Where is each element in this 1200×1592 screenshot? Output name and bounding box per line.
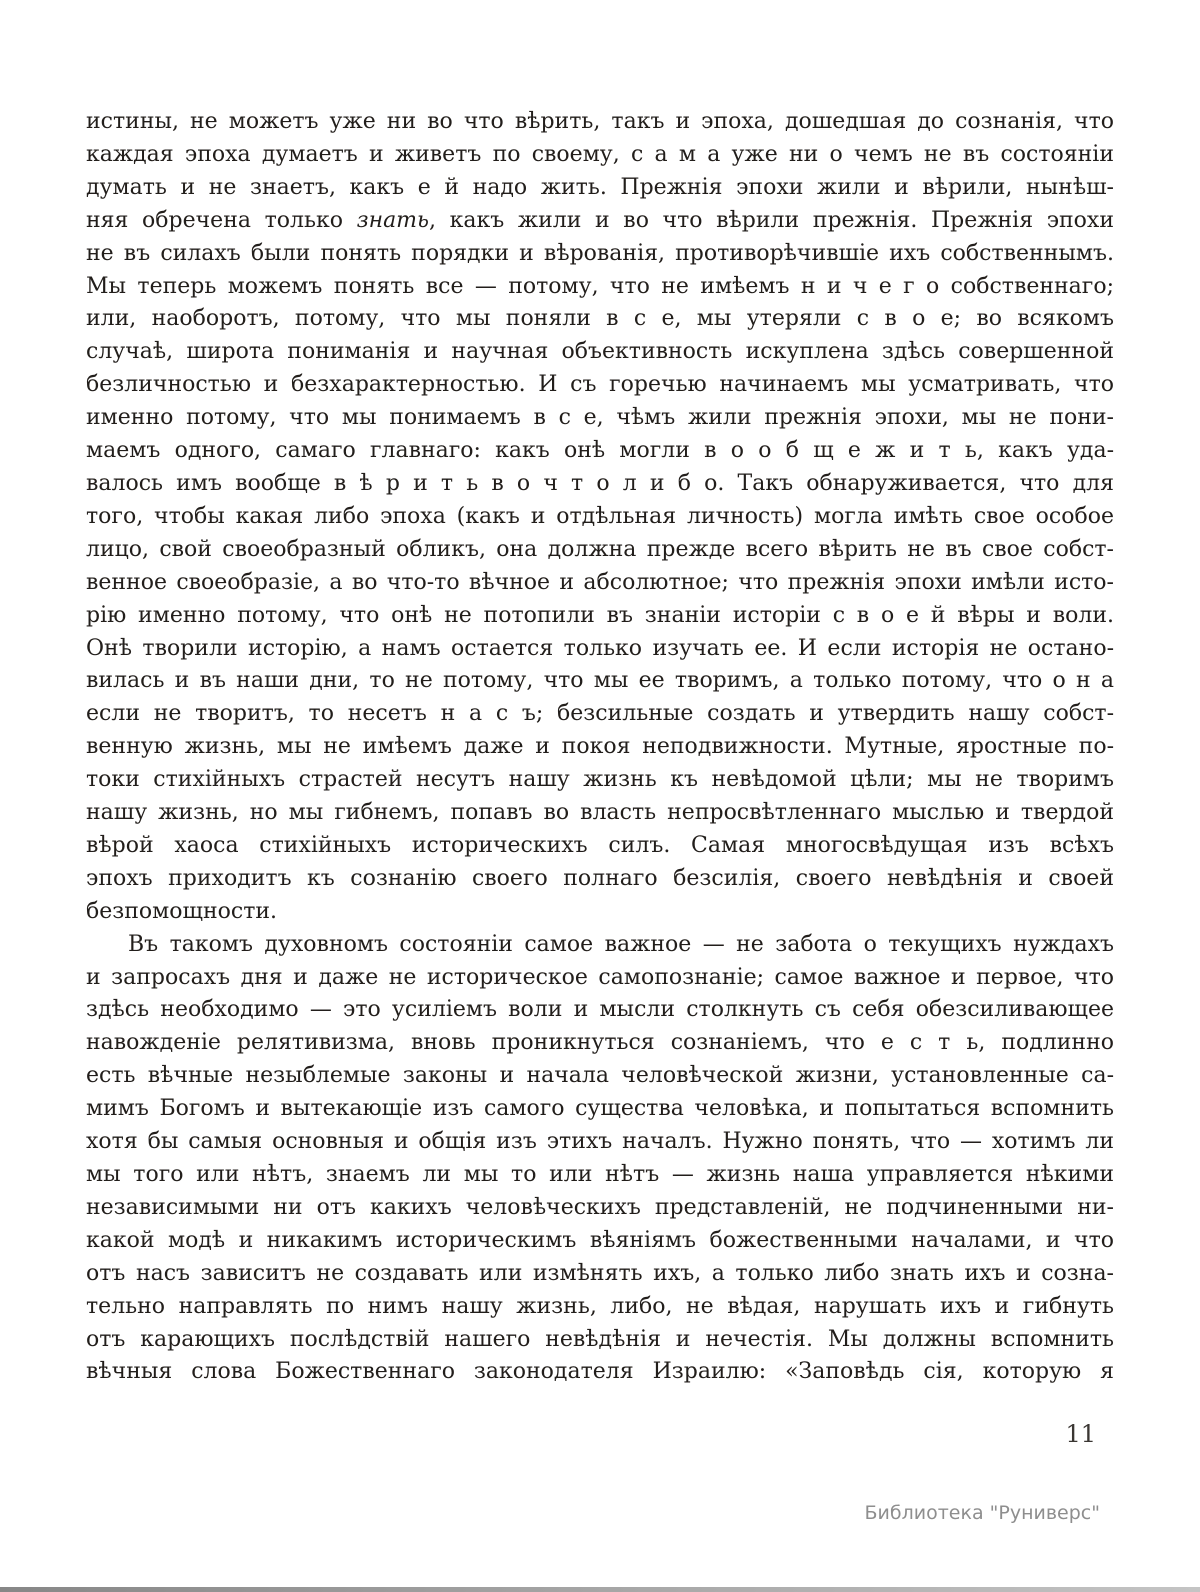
text-line: отъ карающихъ послѣдствій нашего невѣдѣнія и нечестія. Мы должны вспомнить: [86, 1326, 1114, 1352]
text-line: мимъ Богомъ и вытекающіе изъ самого существа человѣка, и попытаться вспомнить: [86, 1096, 1114, 1122]
text-line: отъ насъ зависитъ не создавать или измѣнять ихъ, а только либо знать ихъ и созна-: [86, 1260, 1114, 1286]
text-line: какой модѣ и никакимъ историческимъ вѣяніямъ божественными началами, и что: [86, 1227, 1114, 1253]
text-line: навожденіе релятивизма, вновь проникнуться сознаніемъ, что е с т ь, подлинно: [86, 1030, 1114, 1056]
text-line: если не творитъ, то несетъ н а с ъ; безсильные создать и утвердить нашу собст-: [86, 701, 1114, 727]
text-line: маемъ одного, самаго главнаго: какъ онѣ могли в о о б щ е ж и т ь, какъ уда-: [86, 438, 1114, 464]
page-number: 11: [1065, 1420, 1096, 1448]
text-line: вѣчныя слова Божественнаго законодателя Израилю: «Заповѣдь сія, которую я: [86, 1359, 1114, 1385]
text-line: хотя бы самыя основныя и общія изъ этихъ началъ. Нужно понять, что — хотимъ ли: [86, 1129, 1114, 1155]
text-line: есть вѣчные незыблемые законы и начала человѣческой жизни, установленные са-: [86, 1063, 1114, 1089]
text-line: каждая эпоха думаетъ и живетъ по своему, с а м а уже ни о чемъ не въ состояніи: [86, 141, 1114, 167]
text-line: Мы теперь можемъ понять все — потому, что не имѣемъ н и ч е г о собственнаго;: [86, 273, 1114, 299]
text-line: мы того или нѣтъ, знаемъ ли мы то или нѣтъ — жизнь наша управляется нѣкими: [86, 1162, 1114, 1187]
text-line: независимыми ни отъ какихъ человѣческихъ представленій, не подчиненными ни-: [86, 1194, 1114, 1220]
text-line: Въ такомъ духовномъ состояніи самое важное — не забота о текущихъ нуждахъ: [128, 931, 1114, 957]
text-line: не въ силахъ были понять порядки и вѣрованія, противорѣчившіе ихъ собственнымъ.: [86, 240, 1114, 266]
text-line: нашу жизнь, но мы гибнемъ, попавъ во власть непросвѣтленнаго мыслью и твердой: [86, 800, 1114, 826]
text-line: токи стихійныхъ страстей несутъ нашу жизнь къ невѣдомой цѣли; мы не творимъ: [86, 767, 1114, 793]
text-line: эпохъ приходитъ къ сознанію своего полнаго безсилія, своего невѣдѣнія и своей: [86, 865, 1114, 891]
library-watermark: Библиотека "Руниверс": [864, 1502, 1100, 1524]
text-line: и запросахъ дня и даже не историческое самопознаніе; самое важное и первое, что: [86, 964, 1114, 990]
text-line: вѣрой хаоса стихійныхъ историческихъ силъ. Самая многосвѣдущая изъ всѣхъ: [86, 832, 1114, 858]
text-line: венную жизнь, мы не имѣемъ даже и покоя неподвижности. Мутные, яростные по-: [86, 734, 1114, 760]
text-line: няя обречена только знать, какъ жили и во что вѣрили прежнія. Прежнія эпохи: [86, 207, 1115, 233]
text-line: тельно направлять по нимъ нашу жизнь, либо, не вѣдая, нарушать ихъ и гибнуть: [86, 1293, 1114, 1319]
text-line: валось имъ вообще в ѣ р и т ь в о ч т о л и б о. Такъ обнаруживается, что для: [86, 470, 1114, 496]
text-line: или, наоборотъ, потому, что мы поняли в с е, мы утеряли с в о е; во всякомъ: [86, 306, 1114, 332]
text-line: венное своеобразіе, а во что-то вѣчное и абсолютное; что прежнія эпохи имѣли исто-: [86, 569, 1114, 595]
text-line: безпомощности.: [86, 898, 278, 924]
text-line: именно потому, что мы понимаемъ в с е, чѣмъ жили прежнія эпохи, мы не пони-: [86, 405, 1114, 431]
text-line: того, чтобы какая либо эпоха (какъ и отдѣльная личность) могла имѣть свое особое: [86, 503, 1114, 529]
text-line: думать и не знаетъ, какъ е й надо жить. Прежнія эпохи жили и вѣрили, нынѣш-: [86, 174, 1114, 200]
text-line: здѣсь необходимо — это усиліемъ воли и мысли столкнуть съ себя обезсиливающее: [86, 997, 1114, 1023]
text-line: безличностью и безхарактерностью. И съ горечью начинаемъ мы усматривать, что: [86, 372, 1114, 398]
text-line: случаѣ, широта пониманія и научная объективность искуплена здѣсь совершенной: [86, 339, 1114, 365]
scan-bottom-edge: [0, 1587, 1200, 1592]
text-block: [86, 106, 1114, 1389]
text-line: рію именно потому, что онѣ не потопили въ знаніи исторіи с в о е й вѣры и воли.: [86, 602, 1114, 628]
text-line: лицо, свой своеобразный обликъ, она должна прежде всего вѣрить не въ свое собст-: [86, 536, 1114, 562]
text-line: вилась и въ наши дни, то не потому, что мы ее творимъ, а только потому, что о н а: [86, 668, 1114, 694]
text-line: истины, не можетъ уже ни во что вѣрить, такъ и эпоха, дошедшая до сознанія, что: [86, 109, 1114, 134]
text-line: Онѣ творили исторію, а намъ остается только изучать ее. И если исторія не остано-: [86, 635, 1114, 661]
